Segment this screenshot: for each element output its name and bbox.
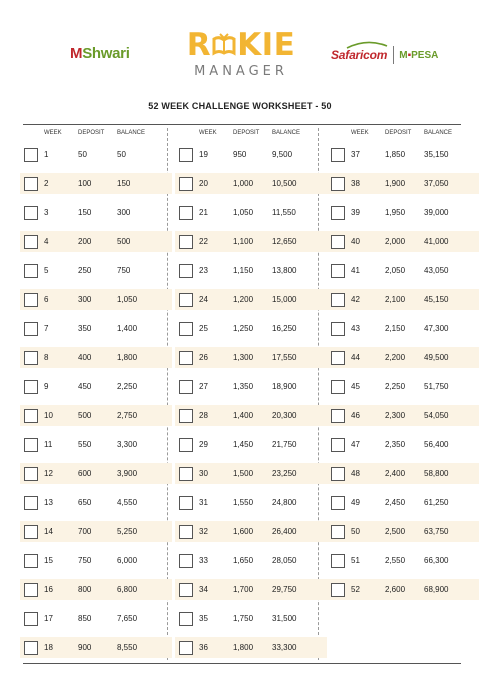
deposit-value: 1,950	[385, 208, 406, 217]
deposit-value: 2,500	[385, 527, 406, 536]
week-checkbox[interactable]	[179, 467, 193, 481]
week-row	[20, 318, 172, 339]
week-checkbox[interactable]	[331, 583, 345, 597]
week-value: 12	[44, 469, 53, 478]
week-value: 39	[351, 208, 360, 217]
rookie-wordmark-rest: KIE	[237, 27, 296, 63]
week-value: 8	[44, 353, 49, 362]
balance-value: 10,500	[272, 179, 297, 188]
header-deposit: DEPOSIT	[233, 130, 260, 136]
week-checkbox[interactable]	[179, 583, 193, 597]
week-checkbox[interactable]	[24, 554, 38, 568]
deposit-value: 1,850	[385, 150, 406, 159]
week-value: 5	[44, 266, 49, 275]
deposit-value: 2,550	[385, 556, 406, 565]
week-row	[175, 521, 327, 542]
week-checkbox[interactable]	[24, 206, 38, 220]
deposit-value: 1,250	[233, 324, 254, 333]
week-value: 43	[351, 324, 360, 333]
week-checkbox[interactable]	[179, 235, 193, 249]
week-checkbox[interactable]	[331, 496, 345, 510]
deposit-value: 2,050	[385, 266, 406, 275]
balance-value: 500	[117, 237, 131, 246]
week-value: 1	[44, 150, 49, 159]
header-week: WEEK	[351, 130, 369, 136]
week-row	[327, 521, 479, 542]
week-value: 47	[351, 440, 360, 449]
week-value: 19	[199, 150, 208, 159]
deposit-value: 150	[78, 208, 92, 217]
week-checkbox[interactable]	[179, 322, 193, 336]
week-checkbox[interactable]	[24, 177, 38, 191]
week-checkbox[interactable]	[24, 351, 38, 365]
week-checkbox[interactable]	[179, 380, 193, 394]
balance-value: 1,050	[117, 295, 138, 304]
deposit-value: 1,700	[233, 585, 254, 594]
balance-value: 5,250	[117, 527, 138, 536]
week-checkbox[interactable]	[24, 264, 38, 278]
balance-value: 49,500	[424, 353, 449, 362]
week-value: 49	[351, 498, 360, 507]
week-checkbox[interactable]	[331, 206, 345, 220]
week-row	[175, 463, 327, 484]
week-value: 26	[199, 353, 208, 362]
week-value: 31	[199, 498, 208, 507]
week-checkbox[interactable]	[179, 293, 193, 307]
mpesa-phone-icon: ▪	[407, 49, 412, 61]
balance-value: 750	[117, 266, 131, 275]
week-row	[20, 463, 172, 484]
balance-value: 50	[117, 150, 126, 159]
week-row	[175, 318, 327, 339]
week-row	[175, 492, 327, 513]
week-value: 15	[44, 556, 53, 565]
balance-value: 11,550	[272, 208, 296, 217]
deposit-value: 1,800	[233, 643, 254, 652]
week-value: 50	[351, 527, 360, 536]
week-checkbox[interactable]	[179, 641, 193, 655]
deposit-value: 300	[78, 295, 92, 304]
week-value: 6	[44, 295, 49, 304]
week-row	[20, 376, 172, 397]
deposit-value: 1,050	[233, 208, 254, 217]
week-checkbox[interactable]	[179, 438, 193, 452]
balance-value: 66,300	[424, 556, 449, 565]
week-row	[327, 347, 479, 368]
deposit-value: 1,300	[233, 353, 254, 362]
week-value: 25	[199, 324, 208, 333]
week-checkbox[interactable]	[331, 467, 345, 481]
week-checkbox[interactable]	[179, 206, 193, 220]
header-balance: BALANCE	[272, 130, 301, 136]
deposit-value: 1,650	[233, 556, 254, 565]
week-row	[20, 347, 172, 368]
balance-value: 2,750	[117, 411, 138, 420]
deposit-value: 950	[233, 150, 247, 159]
deposit-value: 1,100	[233, 237, 254, 246]
balance-value: 16,250	[272, 324, 297, 333]
week-row	[327, 260, 479, 281]
week-row	[327, 144, 479, 165]
balance-value: 28,050	[272, 556, 297, 565]
week-row	[20, 173, 172, 194]
balance-value: 9,500	[272, 150, 293, 159]
safaricom-swoosh-icon	[345, 40, 389, 50]
header-balance: BALANCE	[117, 130, 146, 136]
week-value: 32	[199, 527, 208, 536]
week-checkbox[interactable]	[24, 583, 38, 597]
balance-value: 26,400	[272, 527, 297, 536]
week-checkbox[interactable]	[179, 264, 193, 278]
week-row	[20, 144, 172, 165]
deposit-value: 2,600	[385, 585, 406, 594]
week-value: 2	[44, 179, 49, 188]
balance-value: 56,400	[424, 440, 449, 449]
balance-value: 39,000	[424, 208, 449, 217]
week-value: 18	[44, 643, 53, 652]
week-value: 52	[351, 585, 360, 594]
week-row	[327, 550, 479, 571]
week-row	[327, 289, 479, 310]
open-book-icon	[211, 27, 237, 63]
week-row	[175, 173, 327, 194]
week-row	[175, 260, 327, 281]
safaricom-mpesa-logo	[331, 46, 438, 64]
deposit-value: 1,500	[233, 469, 254, 478]
top-rule	[23, 124, 461, 125]
week-row	[175, 637, 327, 658]
week-row	[327, 434, 479, 455]
deposit-value: 900	[78, 643, 92, 652]
week-value: 10	[44, 411, 53, 420]
deposit-value: 2,250	[385, 382, 406, 391]
deposit-value: 2,300	[385, 411, 406, 420]
week-checkbox[interactable]	[24, 148, 38, 162]
week-checkbox[interactable]	[331, 380, 345, 394]
balance-value: 15,000	[272, 295, 297, 304]
week-checkbox[interactable]	[24, 525, 38, 539]
week-row	[327, 231, 479, 252]
week-row	[175, 144, 327, 165]
week-value: 29	[199, 440, 208, 449]
week-checkbox[interactable]	[331, 525, 345, 539]
deposit-value: 1,400	[233, 411, 254, 420]
deposit-value: 250	[78, 266, 92, 275]
week-checkbox[interactable]	[179, 409, 193, 423]
header-deposit: DEPOSIT	[78, 130, 105, 136]
week-value: 22	[199, 237, 208, 246]
week-row	[175, 434, 327, 455]
deposit-value: 1,150	[233, 266, 254, 275]
deposit-value: 500	[78, 411, 92, 420]
logo-divider	[393, 46, 394, 64]
deposit-value: 1,750	[233, 614, 254, 623]
balance-value: 150	[117, 179, 131, 188]
week-value: 36	[199, 643, 208, 652]
balance-value: 6,800	[117, 585, 138, 594]
mpesa-wordmark	[399, 50, 438, 61]
balance-value: 61,250	[424, 498, 449, 507]
week-row	[20, 579, 172, 600]
header-deposit: DEPOSIT	[385, 130, 412, 136]
mshwari-logo-m: M	[70, 45, 83, 62]
deposit-value: 1,600	[233, 527, 254, 536]
week-row	[20, 405, 172, 426]
rookie-wordmark	[186, 28, 296, 62]
week-row	[175, 405, 327, 426]
week-value: 44	[351, 353, 360, 362]
week-checkbox[interactable]	[24, 409, 38, 423]
week-row	[327, 376, 479, 397]
week-value: 48	[351, 469, 360, 478]
deposit-value: 100	[78, 179, 92, 188]
week-value: 11	[44, 440, 53, 449]
week-value: 28	[199, 411, 208, 420]
week-value: 14	[44, 527, 53, 536]
deposit-value: 550	[78, 440, 92, 449]
deposit-value: 2,350	[385, 440, 406, 449]
week-row	[20, 231, 172, 252]
week-checkbox[interactable]	[331, 409, 345, 423]
week-value: 7	[44, 324, 49, 333]
week-checkbox[interactable]	[331, 177, 345, 191]
balance-value: 300	[117, 208, 131, 217]
week-row	[175, 376, 327, 397]
rookie-wordmark-r: R	[186, 27, 212, 63]
deposit-value: 850	[78, 614, 92, 623]
header-week: WEEK	[199, 130, 217, 136]
week-value: 3	[44, 208, 49, 217]
balance-value: 21,750	[272, 440, 297, 449]
week-checkbox[interactable]	[24, 235, 38, 249]
week-row	[20, 289, 172, 310]
balance-value: 29,750	[272, 585, 297, 594]
header-balance: BALANCE	[424, 130, 453, 136]
week-row	[327, 492, 479, 513]
week-value: 45	[351, 382, 360, 391]
balance-value: 1,800	[117, 353, 138, 362]
balance-value: 58,800	[424, 469, 449, 478]
deposit-value: 50	[78, 150, 87, 159]
week-checkbox[interactable]	[179, 612, 193, 626]
deposit-value: 1,000	[233, 179, 254, 188]
deposit-value: 1,900	[385, 179, 406, 188]
week-checkbox[interactable]	[179, 148, 193, 162]
balance-value: 33,300	[272, 643, 297, 652]
balance-value: 4,550	[117, 498, 138, 507]
deposit-value: 400	[78, 353, 92, 362]
week-value: 17	[44, 614, 53, 623]
deposit-value: 750	[78, 556, 92, 565]
week-row	[20, 521, 172, 542]
week-row	[175, 550, 327, 571]
week-checkbox[interactable]	[331, 293, 345, 307]
week-value: 33	[199, 556, 208, 565]
deposit-value: 2,200	[385, 353, 406, 362]
balance-value: 68,900	[424, 585, 449, 594]
week-checkbox[interactable]	[24, 380, 38, 394]
deposit-value: 1,550	[233, 498, 254, 507]
week-row	[20, 202, 172, 223]
balance-value: 18,900	[272, 382, 297, 391]
week-checkbox[interactable]	[179, 525, 193, 539]
week-checkbox[interactable]	[331, 148, 345, 162]
balance-value: 12,650	[272, 237, 297, 246]
week-checkbox[interactable]	[179, 554, 193, 568]
week-row	[20, 608, 172, 629]
deposit-value: 700	[78, 527, 92, 536]
balance-value: 8,550	[117, 643, 138, 652]
week-row	[327, 405, 479, 426]
balance-value: 1,400	[117, 324, 138, 333]
balance-value: 35,150	[424, 150, 449, 159]
week-value: 21	[199, 208, 208, 217]
balance-value: 13,800	[272, 266, 297, 275]
week-row	[20, 637, 172, 658]
balance-value: 47,300	[424, 324, 449, 333]
week-row	[175, 289, 327, 310]
mpesa-wordmark-m: M	[399, 49, 408, 61]
week-value: 40	[351, 237, 360, 246]
week-checkbox[interactable]	[331, 438, 345, 452]
week-value: 16	[44, 585, 53, 594]
week-checkbox[interactable]	[179, 177, 193, 191]
balance-value: 54,050	[424, 411, 449, 420]
week-value: 37	[351, 150, 360, 159]
deposit-value: 1,200	[233, 295, 254, 304]
deposit-value: 1,350	[233, 382, 254, 391]
week-value: 20	[199, 179, 208, 188]
week-row	[175, 231, 327, 252]
week-row	[327, 202, 479, 223]
week-row	[20, 260, 172, 281]
week-value: 9	[44, 382, 49, 391]
header-week: WEEK	[44, 130, 62, 136]
deposit-value: 2,000	[385, 237, 406, 246]
week-checkbox[interactable]	[24, 496, 38, 510]
week-value: 46	[351, 411, 360, 420]
balance-value: 31,500	[272, 614, 297, 623]
week-value: 38	[351, 179, 360, 188]
week-checkbox[interactable]	[331, 264, 345, 278]
week-row	[175, 579, 327, 600]
deposit-value: 2,400	[385, 469, 406, 478]
balance-value: 20,300	[272, 411, 297, 420]
deposit-value: 450	[78, 382, 92, 391]
week-row	[175, 608, 327, 629]
week-row	[175, 347, 327, 368]
deposit-value: 2,100	[385, 295, 406, 304]
balance-value: 43,050	[424, 266, 449, 275]
balance-value: 3,300	[117, 440, 138, 449]
week-checkbox[interactable]	[24, 293, 38, 307]
week-checkbox[interactable]	[24, 322, 38, 336]
week-value: 34	[199, 585, 208, 594]
week-row	[20, 434, 172, 455]
balance-value: 41,000	[424, 237, 449, 246]
rookie-manager-subtitle: MANAGER	[194, 64, 288, 79]
balance-value: 63,750	[424, 527, 449, 536]
week-checkbox[interactable]	[179, 351, 193, 365]
week-checkbox[interactable]	[331, 554, 345, 568]
deposit-value: 800	[78, 585, 92, 594]
week-checkbox[interactable]	[24, 641, 38, 655]
mpesa-wordmark-rest: PESA	[411, 49, 439, 61]
week-value: 42	[351, 295, 360, 304]
week-row	[327, 318, 479, 339]
week-value: 35	[199, 614, 208, 623]
balance-value: 6,000	[117, 556, 138, 565]
week-value: 41	[351, 266, 360, 275]
week-value: 23	[199, 266, 208, 275]
deposit-value: 1,450	[233, 440, 254, 449]
week-row	[20, 492, 172, 513]
balance-value: 2,250	[117, 382, 138, 391]
worksheet-title: 52 WEEK CHALLENGE WORKSHEET - 50	[148, 101, 332, 111]
week-row	[175, 202, 327, 223]
balance-value: 24,800	[272, 498, 297, 507]
deposit-value: 650	[78, 498, 92, 507]
week-row	[327, 173, 479, 194]
balance-value: 51,750	[424, 382, 449, 391]
week-checkbox[interactable]	[24, 438, 38, 452]
bottom-rule	[23, 663, 461, 664]
week-value: 24	[199, 295, 208, 304]
week-row	[327, 579, 479, 600]
week-row	[327, 463, 479, 484]
week-value: 27	[199, 382, 208, 391]
deposit-value: 350	[78, 324, 92, 333]
week-value: 51	[351, 556, 360, 565]
balance-value: 45,150	[424, 295, 449, 304]
rookie-manager-logo	[186, 28, 296, 79]
deposit-value: 2,450	[385, 498, 406, 507]
week-checkbox[interactable]	[331, 351, 345, 365]
deposit-value: 600	[78, 469, 92, 478]
week-checkbox[interactable]	[331, 322, 345, 336]
week-value: 30	[199, 469, 208, 478]
week-row	[20, 550, 172, 571]
week-value: 4	[44, 237, 49, 246]
balance-value: 23,250	[272, 469, 297, 478]
week-value: 13	[44, 498, 53, 507]
deposit-value: 2,150	[385, 324, 406, 333]
week-checkbox[interactable]	[179, 496, 193, 510]
mshwari-logo-text: Shwari	[82, 45, 130, 62]
mshwari-logo	[70, 45, 130, 62]
balance-value: 7,650	[117, 614, 138, 623]
week-checkbox[interactable]	[24, 467, 38, 481]
safaricom-wordmark: Safaricom	[331, 48, 388, 62]
week-checkbox[interactable]	[331, 235, 345, 249]
week-checkbox[interactable]	[24, 612, 38, 626]
balance-value: 3,900	[117, 469, 138, 478]
deposit-value: 200	[78, 237, 92, 246]
balance-value: 37,050	[424, 179, 449, 188]
balance-value: 17,550	[272, 353, 297, 362]
